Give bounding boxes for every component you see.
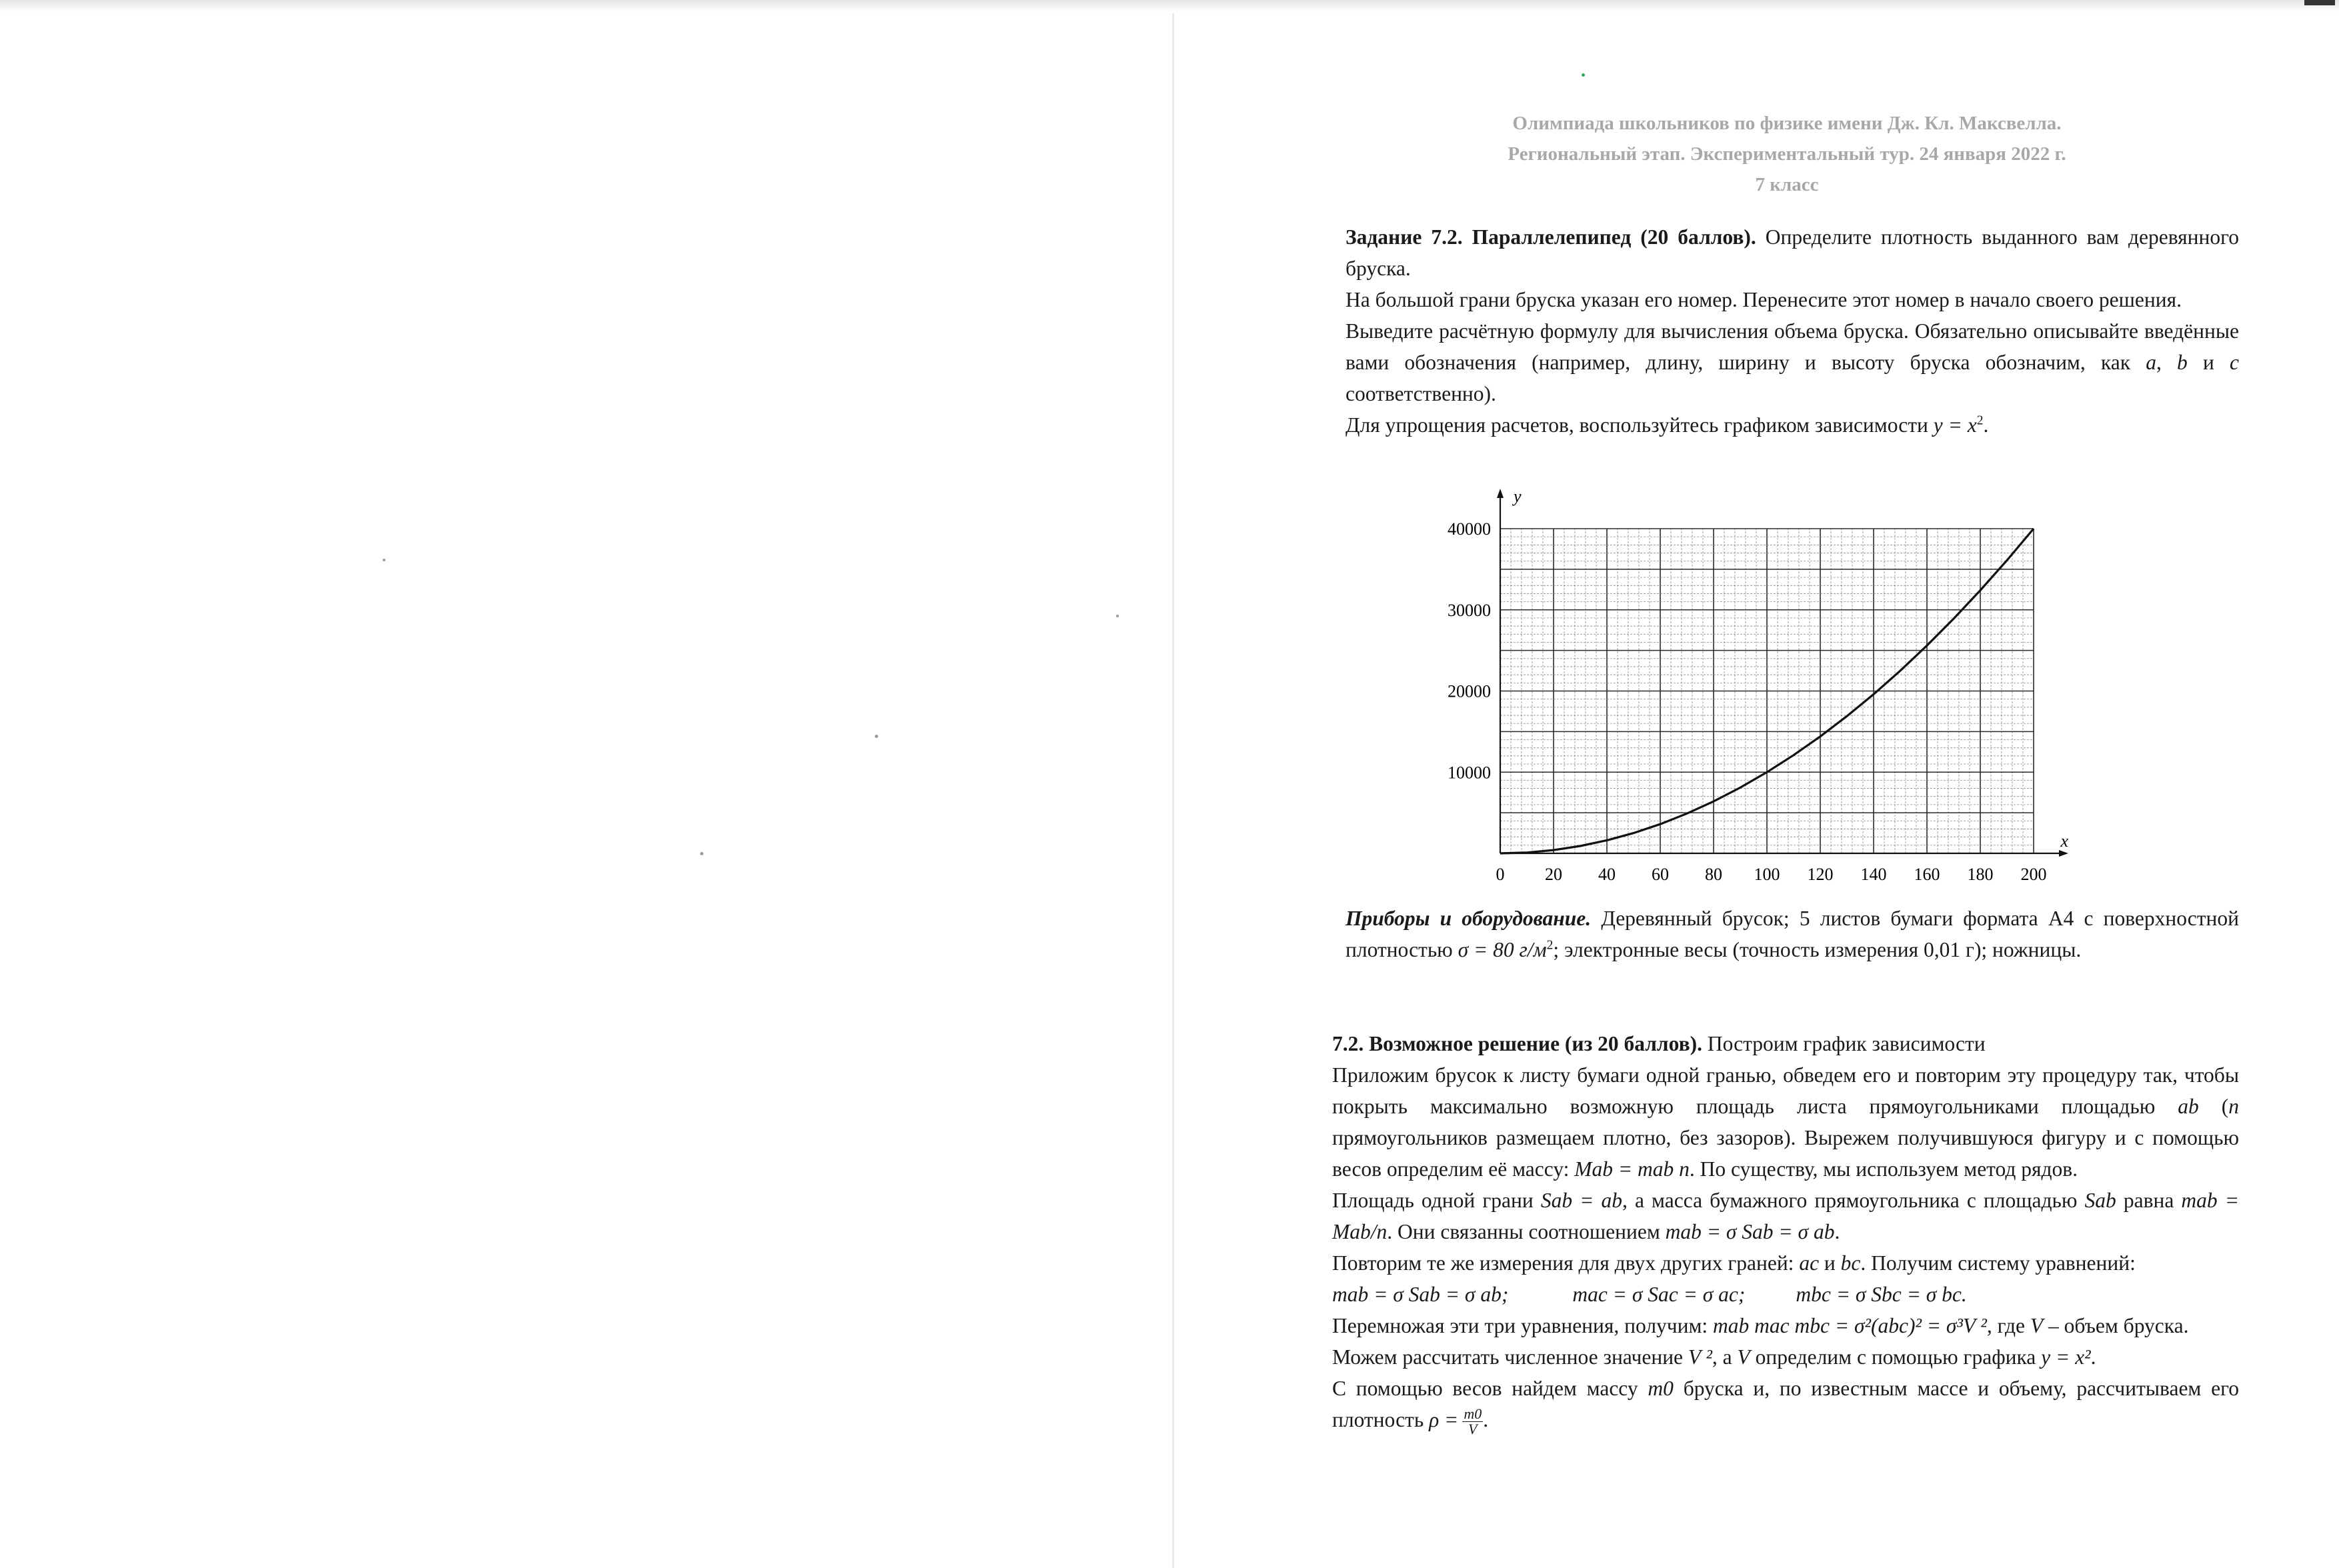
equipment-label: Приборы и оборудование.	[1346, 907, 1592, 930]
sol-p6b: бруска и, по известным массе и объему, рассчитываем его плотность	[1332, 1377, 2240, 1431]
x-tick-label: 20	[1545, 865, 1562, 884]
page-fold	[1172, 13, 1174, 1568]
chart-grid	[1500, 529, 2034, 853]
period: .	[2090, 1345, 2096, 1369]
var-ac: ac	[1799, 1251, 1820, 1275]
fraction-numerator: m0	[1464, 1405, 1482, 1423]
rho-equals: ρ =	[1429, 1408, 1459, 1431]
equation-bc: mbc = σ Sbc = σ bc.	[1796, 1283, 1967, 1306]
formula-relation: mab = σ Sab = σ ab	[1665, 1220, 1835, 1243]
comma: ,	[2156, 351, 2162, 374]
formula-y-x2: y = x	[1933, 413, 1977, 437]
solution-title: 7.2. Возможное решение (из 20 баллов).	[1332, 1032, 1702, 1055]
scan-speck	[875, 735, 878, 738]
sol-p3a: Повторим те же измерения для двух других граней:	[1332, 1251, 1794, 1275]
equipment-paragraph	[1346, 903, 2239, 965]
sol-p2d: . Они связанны соотношением	[1387, 1220, 1660, 1243]
y-tick-label: 10000	[1448, 763, 1491, 783]
y-tick-label: 20000	[1448, 681, 1491, 701]
equipment-text	[1346, 903, 2239, 965]
olympiad-header	[1360, 108, 2214, 200]
sol-p2a: Площадь одной грани	[1332, 1189, 1534, 1212]
x-tick-label: 40	[1598, 865, 1616, 884]
x-tick-label: 100	[1754, 865, 1780, 884]
var-V2: V ²	[1688, 1345, 1712, 1369]
formula-Sab: Sab = ab	[1540, 1189, 1623, 1212]
sol-p5a: Можем рассчитать численное значение	[1332, 1345, 1684, 1369]
y-tick-label: 40000	[1448, 519, 1491, 539]
sigma-equation: σ = 80 г/м	[1458, 938, 1547, 961]
formula-y-x2: y = x²	[2041, 1345, 2091, 1369]
period: .	[1834, 1220, 1840, 1243]
sol-p2c: равна	[2123, 1189, 2174, 1212]
sol-p4a: Перемножая эти три уравнения, получим:	[1332, 1314, 1708, 1337]
density-fraction	[1462, 1407, 1483, 1437]
x-tick-label: 80	[1705, 865, 1722, 884]
formula-Mab: Mab = mab n	[1574, 1157, 1690, 1181]
x-tick-label: 140	[1860, 865, 1887, 884]
header-line-3: 7 класс	[1755, 174, 1819, 195]
task-p4-start: Для упрощения расчетов, воспользуйтесь графиком зависимости	[1346, 413, 1928, 437]
task-paragraph-4	[1346, 409, 2239, 441]
var-c: c	[2230, 351, 2239, 374]
scan-top-edge	[0, 0, 2339, 12]
task-paragraph-3	[1346, 315, 2239, 409]
header-line-2: Региональный этап. Экспериментальный тур. 24 января 2022 г.	[1508, 143, 2066, 165]
chart-svg	[1420, 465, 2087, 892]
equipment-text-end: ; электронные весы (точность измерения 0,01 г); ножницы.	[1553, 938, 2082, 961]
scan-speck	[383, 559, 385, 561]
var-b: b	[2177, 351, 2188, 374]
x-tick-label: 60	[1652, 865, 1669, 884]
var-m0: m0	[1648, 1377, 1674, 1400]
x-axis-label: x	[2060, 831, 2068, 851]
var-bc: bc	[1840, 1251, 1861, 1275]
period: .	[1983, 413, 1989, 437]
fraction-denominator: V	[1468, 1421, 1478, 1438]
scan-corner-mark	[2304, 0, 2335, 5]
equation-ac: mac = σ Sac = σ ac;	[1572, 1283, 1746, 1306]
task-intro: Определите плотность выданного вам деревянного бруска.	[1346, 225, 2239, 280]
solution-paragraph-5	[1332, 1341, 2239, 1373]
y-tick-label: 30000	[1448, 600, 1491, 620]
word-and: и	[1824, 1251, 1836, 1275]
paren: (	[2221, 1095, 2229, 1118]
sol-p4c: – объем бруска.	[2048, 1314, 2189, 1337]
solution-title-tail: Построим график зависимости	[1707, 1032, 1986, 1055]
x-tick-label: 120	[1807, 865, 1834, 884]
solution-text	[1332, 1028, 2239, 1437]
y-axis-arrow	[1497, 489, 1504, 498]
word-and: и	[2202, 351, 2214, 374]
equation-ab: mab = σ Sab = σ ab;	[1332, 1283, 1509, 1306]
sol-p3b: . Получим систему уравнений:	[1860, 1251, 2136, 1275]
sol-p4b: , где	[1986, 1314, 2025, 1337]
scan-speck	[700, 852, 703, 855]
solution-paragraph-4	[1332, 1310, 2239, 1341]
chart-axes	[1497, 487, 2068, 857]
var-V: V	[1737, 1345, 1750, 1369]
scan-speck	[1116, 615, 1119, 617]
scan-speck	[1582, 73, 1585, 77]
sq-exponent: 2	[1546, 938, 1554, 953]
equipment-text-start: Деревянный брусок; 5 листов бумаги формата A4 с поверхностной плотностью	[1346, 907, 2240, 961]
task-p3-start: Выведите расчётную формулу для вычисления объема бруска. Обязательно описывайте введённые вами обозначения (например, длину, ширину и высоту бруска обозначим, как	[1346, 319, 2239, 374]
parabola-chart	[1420, 465, 2087, 892]
sol-p1: Приложим брусок к листу бумаги одной гранью, обведем его и повторим эту процедуру так, чтобы покрыть максимально возможную площадь листа прямоугольниками площадью	[1332, 1063, 2239, 1118]
x-tick-label: 160	[1914, 865, 1940, 884]
exponent: 2	[1976, 413, 1984, 428]
var-V: V	[2030, 1314, 2044, 1337]
var-n: n	[2228, 1095, 2240, 1118]
var-Sab: Sab	[2084, 1189, 2116, 1212]
formula-product: mab mac mbc = σ²(abc)² = σ³V ²	[1713, 1314, 1987, 1337]
solution-paragraph-6	[1332, 1373, 2239, 1437]
sol-p5c: определим с помощью графика	[1755, 1345, 2036, 1369]
task-title: Задание 7.2. Параллелепипед (20 баллов).	[1346, 225, 1756, 249]
sol-p2b: , а масса бумажного прямоугольника с площадью	[1622, 1189, 2078, 1212]
var-ab: ab	[2178, 1095, 2199, 1118]
equation-system	[1332, 1279, 2239, 1310]
sol-p1-end: . По существу, мы используем метод рядов.	[1689, 1157, 2078, 1181]
task-paragraph-2: На большой грани бруска указан его номер. Перенесите этот номер в начало своего решения.	[1346, 288, 2182, 311]
sol-p6a: С помощью весов найдем массу	[1332, 1377, 1638, 1400]
task-p3-end: соответственно).	[1346, 382, 1496, 405]
header-line-1: Олимпиада школьников по физике имени Дж. Кл. Максвелла.	[1512, 113, 2062, 134]
x-tick-label: 0	[1496, 865, 1505, 884]
y-axis-label: y	[1514, 487, 1522, 506]
solution-paragraph-3	[1332, 1247, 2239, 1279]
sol-p5b: , а	[1712, 1345, 1732, 1369]
solution-paragraph-1	[1332, 1059, 2239, 1185]
formula-mab: mab = Mab/n	[1332, 1189, 2239, 1243]
task-paragraph-1	[1346, 221, 2239, 284]
task-text	[1346, 221, 2239, 441]
solution-paragraph-2	[1332, 1185, 2239, 1247]
solution-heading	[1332, 1028, 2239, 1059]
var-a: a	[2146, 351, 2156, 374]
chart-tick-labels	[1448, 519, 2047, 884]
x-axis-arrow	[2059, 850, 2068, 857]
x-tick-label: 180	[1967, 865, 1994, 884]
period: .	[1483, 1408, 1489, 1431]
sol-p1c: прямоугольников размещаем плотно, без зазоров). Вырежем получившуюся фигуру и с помощью весов определим её массу:	[1332, 1126, 2239, 1181]
x-tick-label: 200	[2020, 865, 2047, 884]
